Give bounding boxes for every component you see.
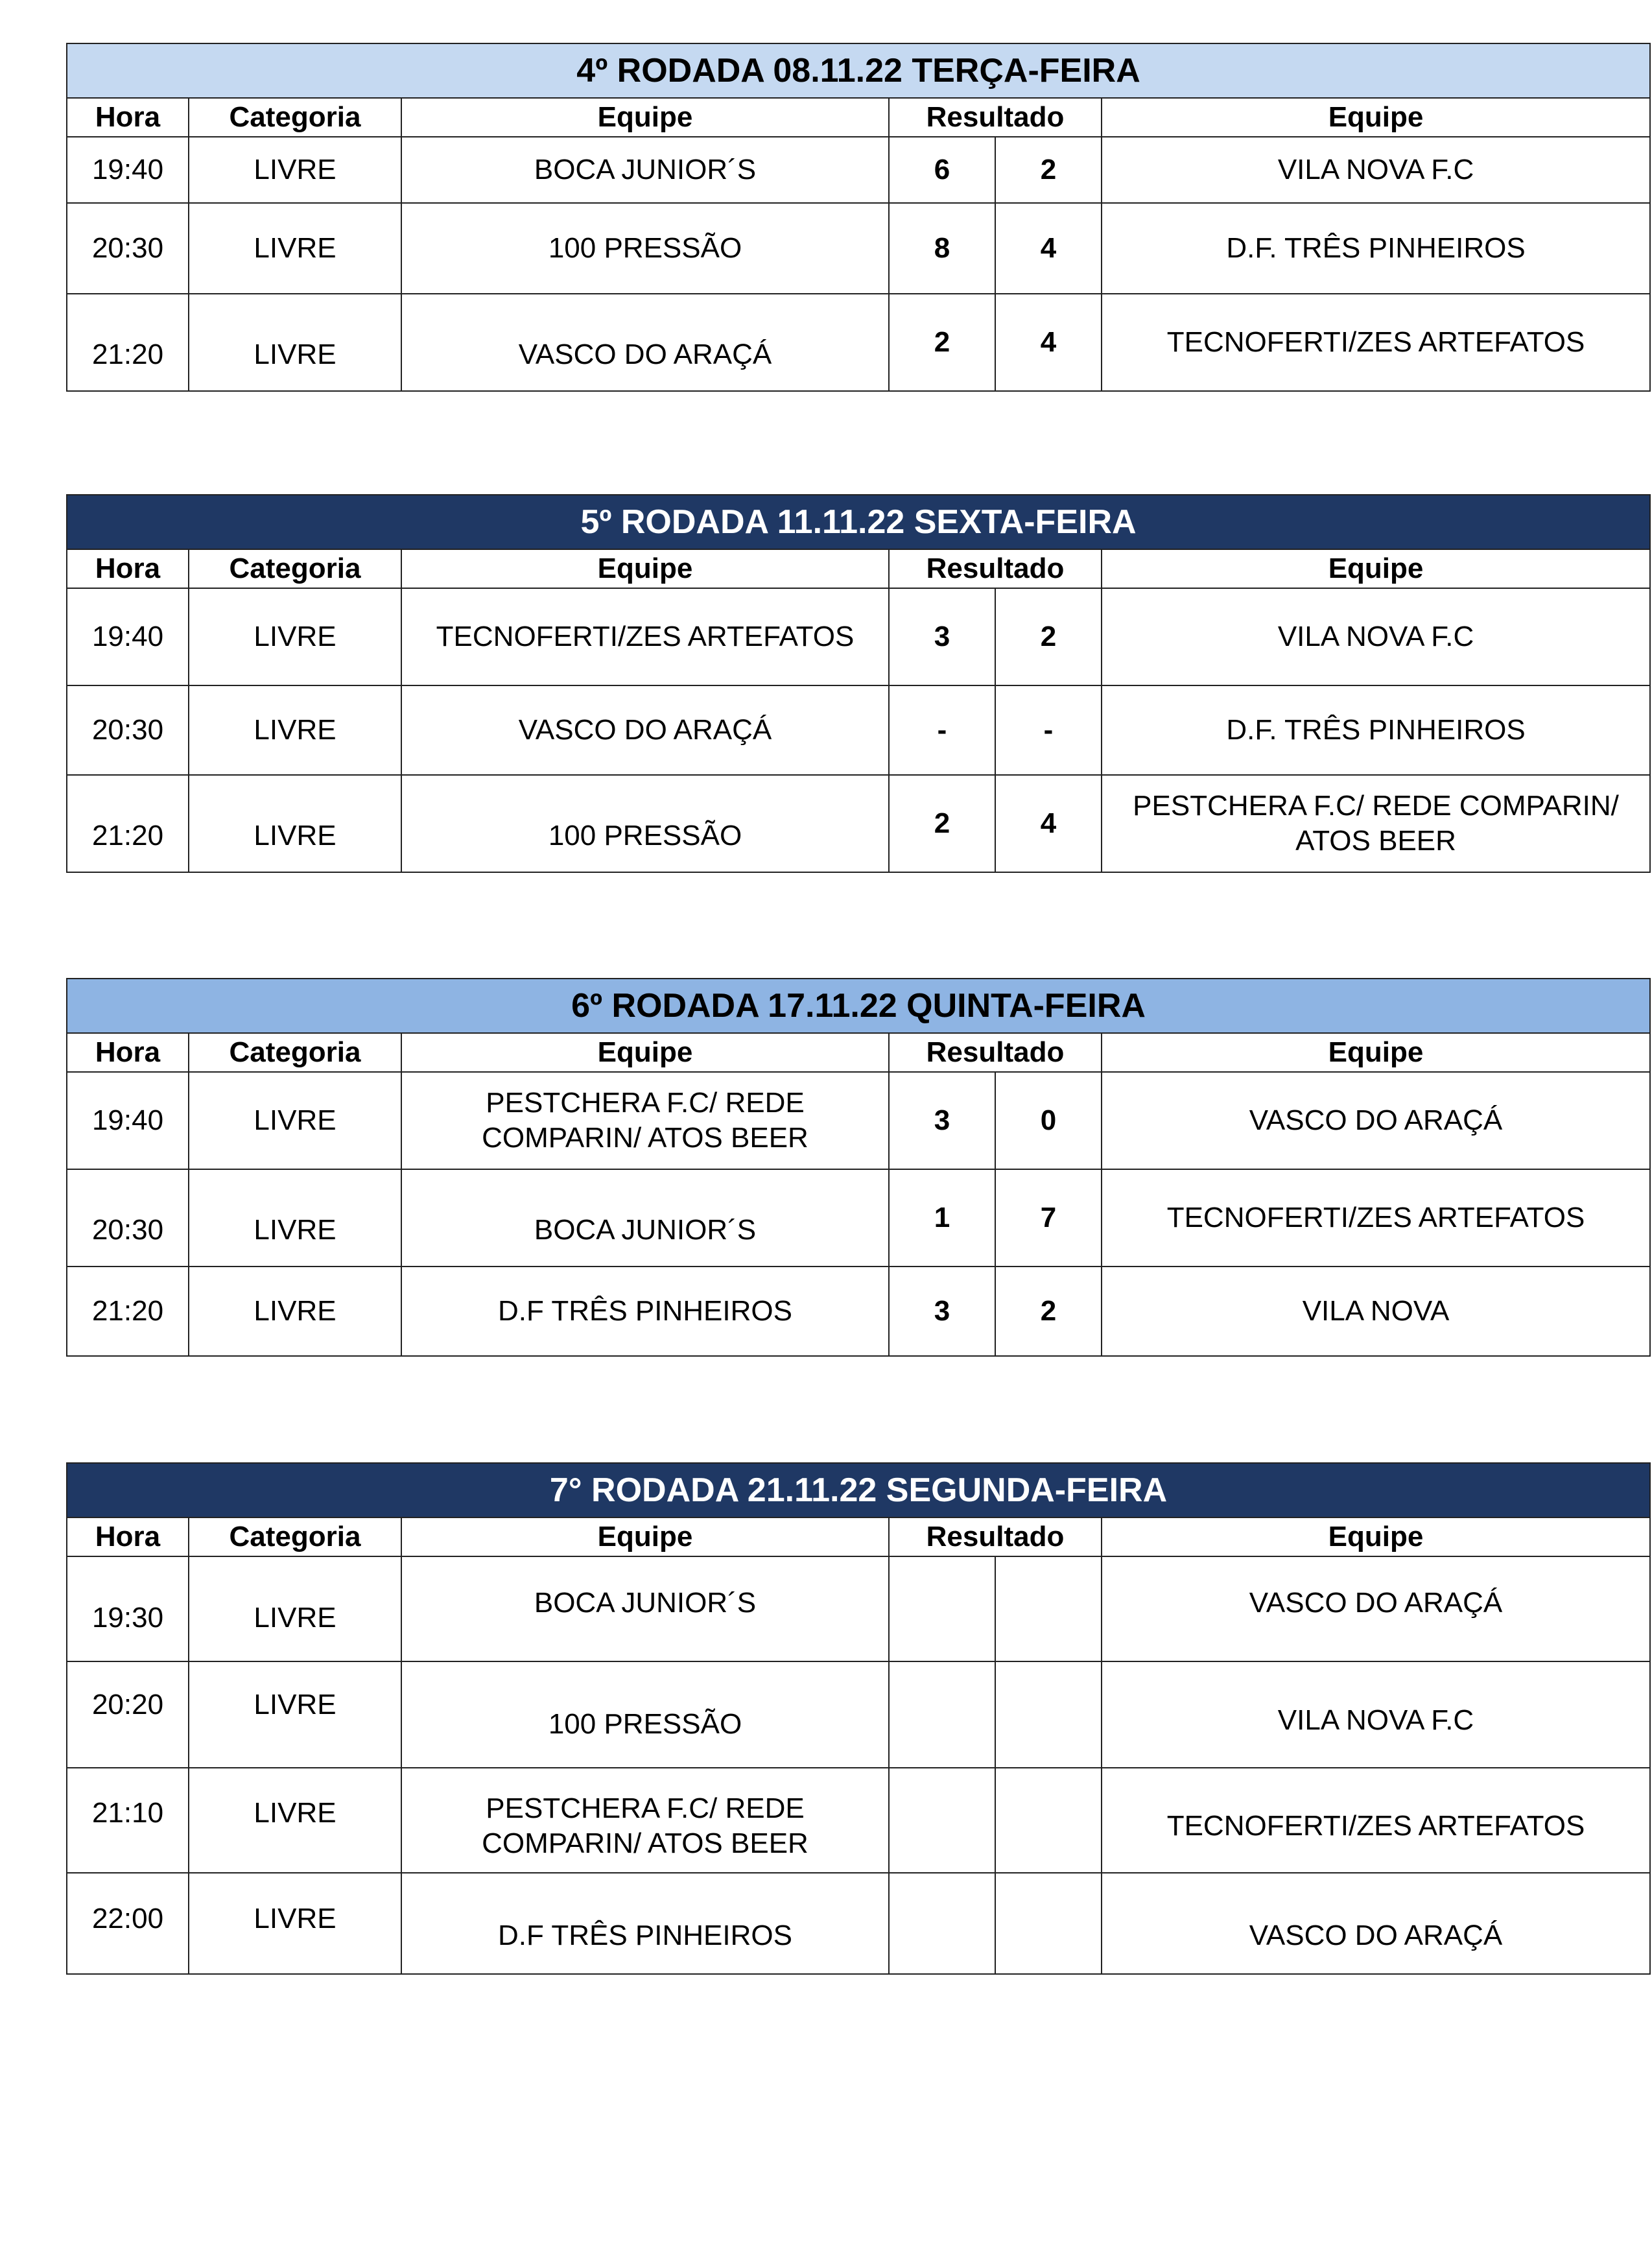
header-equipe-away: Equipe — [1102, 98, 1650, 137]
round-title: 4º RODADA 08.11.22 TERÇA-FEIRA — [67, 43, 1650, 98]
home-score: 1 — [889, 1169, 995, 1267]
match-row — [67, 1768, 1650, 1873]
match-row — [67, 1169, 1650, 1267]
away-score: 2 — [995, 1267, 1102, 1356]
header-resultado: Resultado — [889, 1517, 1102, 1556]
away-team: VILA NOVA F.C — [1102, 588, 1650, 685]
header-categoria: Categoria — [189, 1517, 401, 1556]
away-score: 0 — [995, 1072, 1102, 1169]
match-category: LIVRE — [189, 1556, 401, 1661]
match-time: 20:20 — [67, 1661, 189, 1768]
home-team: BOCA JUNIOR´S — [401, 1169, 889, 1267]
home-score — [889, 1873, 995, 1974]
match-row — [67, 775, 1650, 872]
match-category: LIVRE — [189, 1072, 401, 1169]
match-time: 19:30 — [67, 1556, 189, 1661]
match-row — [67, 203, 1650, 294]
header-hora: Hora — [67, 1517, 189, 1556]
header-hora: Hora — [67, 1033, 189, 1072]
match-row — [67, 1661, 1650, 1768]
header-equipe-home: Equipe — [401, 549, 889, 588]
header-hora: Hora — [67, 98, 189, 137]
away-team: VASCO DO ARAÇÁ — [1102, 1556, 1650, 1661]
round-7-table — [66, 1462, 1649, 1975]
match-category: LIVRE — [189, 685, 401, 775]
match-time: 22:00 — [67, 1873, 189, 1974]
home-team: VASCO DO ARAÇÁ — [401, 685, 889, 775]
match-category: LIVRE — [189, 294, 401, 391]
schedule-table — [66, 43, 1651, 392]
header-resultado: Resultado — [889, 1033, 1102, 1072]
match-row — [67, 294, 1650, 391]
away-score: 4 — [995, 203, 1102, 294]
round-title: 7° RODADA 21.11.22 SEGUNDA-FEIRA — [67, 1463, 1650, 1517]
away-team: TECNOFERTI/ZES ARTEFATOS — [1102, 294, 1650, 391]
away-team: VASCO DO ARAÇÁ — [1102, 1873, 1650, 1974]
header-equipe-home: Equipe — [401, 1033, 889, 1072]
match-category: LIVRE — [189, 1873, 401, 1974]
header-categoria: Categoria — [189, 98, 401, 137]
header-resultado: Resultado — [889, 549, 1102, 588]
header-equipe-home: Equipe — [401, 98, 889, 137]
away-score: 4 — [995, 294, 1102, 391]
home-score — [889, 1661, 995, 1768]
schedule-table — [66, 1462, 1651, 1975]
away-team: PESTCHERA F.C/ REDE COMPARIN/ ATOS BEER — [1102, 775, 1650, 872]
away-team: D.F. TRÊS PINHEIROS — [1102, 203, 1650, 294]
home-team: D.F TRÊS PINHEIROS — [401, 1267, 889, 1356]
away-score — [995, 1768, 1102, 1873]
match-row — [67, 1267, 1650, 1356]
round-title: 5º RODADA 11.11.22 SEXTA-FEIRA — [67, 495, 1650, 549]
match-category: LIVRE — [189, 588, 401, 685]
match-time: 19:40 — [67, 137, 189, 203]
away-team: VILA NOVA — [1102, 1267, 1650, 1356]
schedule-table — [66, 494, 1651, 873]
match-time: 21:20 — [67, 775, 189, 872]
away-team: VILA NOVA F.C — [1102, 137, 1650, 203]
away-team: TECNOFERTI/ZES ARTEFATOS — [1102, 1768, 1650, 1873]
home-score — [889, 1768, 995, 1873]
home-team: D.F TRÊS PINHEIROS — [401, 1873, 889, 1974]
away-score — [995, 1873, 1102, 1974]
match-time: 21:20 — [67, 294, 189, 391]
away-score: 2 — [995, 137, 1102, 203]
home-score: 3 — [889, 1072, 995, 1169]
match-category: LIVRE — [189, 775, 401, 872]
match-category: LIVRE — [189, 1661, 401, 1768]
home-team: TECNOFERTI/ZES ARTEFATOS — [401, 588, 889, 685]
header-equipe-home: Equipe — [401, 1517, 889, 1556]
match-time: 19:40 — [67, 588, 189, 685]
home-team: 100 PRESSÃO — [401, 775, 889, 872]
match-row — [67, 1556, 1650, 1661]
home-team: PESTCHERA F.C/ REDE COMPARIN/ ATOS BEER — [401, 1072, 889, 1169]
match-category: LIVRE — [189, 137, 401, 203]
away-score: 2 — [995, 588, 1102, 685]
away-score: 7 — [995, 1169, 1102, 1267]
header-categoria: Categoria — [189, 549, 401, 588]
schedule-table — [66, 978, 1651, 1357]
match-category: LIVRE — [189, 1267, 401, 1356]
header-equipe-away: Equipe — [1102, 549, 1650, 588]
match-row — [67, 1072, 1650, 1169]
away-score: 4 — [995, 775, 1102, 872]
match-row — [67, 1873, 1650, 1974]
home-team: BOCA JUNIOR´S — [401, 137, 889, 203]
match-row — [67, 588, 1650, 685]
round-4-table — [66, 43, 1649, 392]
away-score: - — [995, 685, 1102, 775]
match-row — [67, 137, 1650, 203]
match-category: LIVRE — [189, 1169, 401, 1267]
match-time: 20:30 — [67, 1169, 189, 1267]
match-category: LIVRE — [189, 203, 401, 294]
away-team: TECNOFERTI/ZES ARTEFATOS — [1102, 1169, 1650, 1267]
home-team: BOCA JUNIOR´S — [401, 1556, 889, 1661]
home-score: 2 — [889, 775, 995, 872]
header-resultado: Resultado — [889, 98, 1102, 137]
home-team: VASCO DO ARAÇÁ — [401, 294, 889, 391]
home-team: 100 PRESSÃO — [401, 203, 889, 294]
match-row — [67, 685, 1650, 775]
home-score: - — [889, 685, 995, 775]
away-team: VASCO DO ARAÇÁ — [1102, 1072, 1650, 1169]
home-score — [889, 1556, 995, 1661]
home-score: 8 — [889, 203, 995, 294]
header-equipe-away: Equipe — [1102, 1517, 1650, 1556]
match-time: 21:10 — [67, 1768, 189, 1873]
match-time: 20:30 — [67, 203, 189, 294]
header-equipe-away: Equipe — [1102, 1033, 1650, 1072]
home-score: 2 — [889, 294, 995, 391]
home-score: 3 — [889, 588, 995, 685]
header-hora: Hora — [67, 549, 189, 588]
round-6-table — [66, 978, 1649, 1357]
home-team: 100 PRESSÃO — [401, 1661, 889, 1768]
round-5-table — [66, 494, 1649, 873]
header-categoria: Categoria — [189, 1033, 401, 1072]
round-title: 6º RODADA 17.11.22 QUINTA-FEIRA — [67, 979, 1650, 1033]
home-team: PESTCHERA F.C/ REDE COMPARIN/ ATOS BEER — [401, 1768, 889, 1873]
away-team: D.F. TRÊS PINHEIROS — [1102, 685, 1650, 775]
home-score: 6 — [889, 137, 995, 203]
home-score: 3 — [889, 1267, 995, 1356]
away-score — [995, 1556, 1102, 1661]
away-score — [995, 1661, 1102, 1768]
away-team: VILA NOVA F.C — [1102, 1661, 1650, 1768]
match-category: LIVRE — [189, 1768, 401, 1873]
match-time: 21:20 — [67, 1267, 189, 1356]
match-time: 20:30 — [67, 685, 189, 775]
match-time: 19:40 — [67, 1072, 189, 1169]
